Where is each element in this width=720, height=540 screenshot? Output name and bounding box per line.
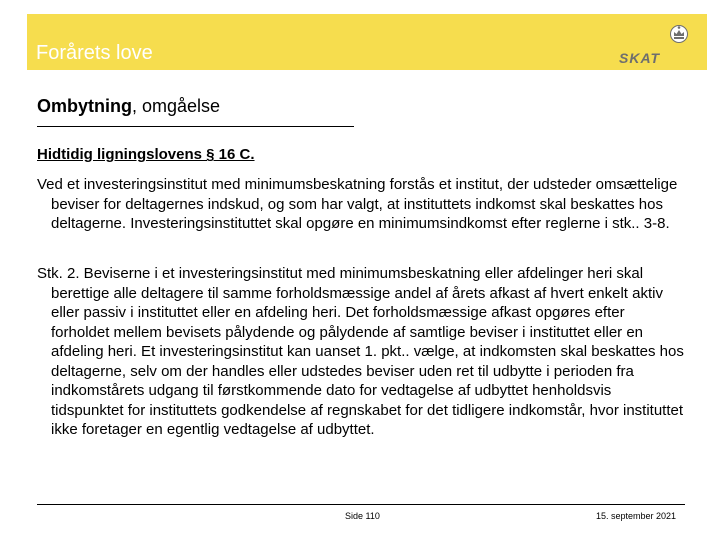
subtitle-bold: Ombytning <box>37 96 132 116</box>
footer-divider <box>37 504 685 505</box>
subtitle-rest: , omgåelse <box>132 96 221 116</box>
paragraph: Ved et investeringsinstitut med minimumsbeskatning forstås et institut, der udsteder omsættelige beviser for deltagernes indskud, og som har valgt, at instituttets indkomst skal beskattes hos deltagerne. Investeringsinstituttet skal opgøre en minimumsindkomst efter reglerne i stk.. 3-8. <box>37 176 678 232</box>
paragraph: Stk. 2. Beviserne i et investeringsinstitut med minimumsbeskatning eller afdelinger heri skal berettige alle deltagere til samme forholdsmæssige andel af årets afkast af hvert enkelt aktiv eller passiv i instituttet eller en afdeling heri. Det forholdsmæssige afkast opgøres efter forholdet mellem bevisets pålydende og pålydende af samtlige beviser i instituttet eller en afdeling heri. Et investeringsinstitut kan uanset 1. pkt.. vælge, at indkomsten skal beskattes hos deltagerne, selv om der handles eller udstedes beviser uden ret til udbytte i perioden fra indkomstårets udgang til førstkommende dato for vedtagelse af udbyttet henholdsvis tidspunktet for instituttets godkendelse af regnskabet for det tidligere indkomstår, hvor instituttet ikke foretager en egentlig vedtagelse af udbyttet. <box>37 265 684 438</box>
slide-title: Forårets love <box>36 42 153 64</box>
crown-icon <box>669 22 689 44</box>
subtitle-divider <box>37 126 354 127</box>
subtitle <box>37 96 220 117</box>
page-number: Side 110 <box>345 511 380 521</box>
logo-text: SKAT <box>619 50 661 66</box>
section-heading: Hidtidig ligningslovens § 16 C. <box>37 146 255 163</box>
skat-logo <box>619 22 689 64</box>
header-bar <box>27 14 707 70</box>
footer-date: 15. september 2021 <box>596 511 677 521</box>
